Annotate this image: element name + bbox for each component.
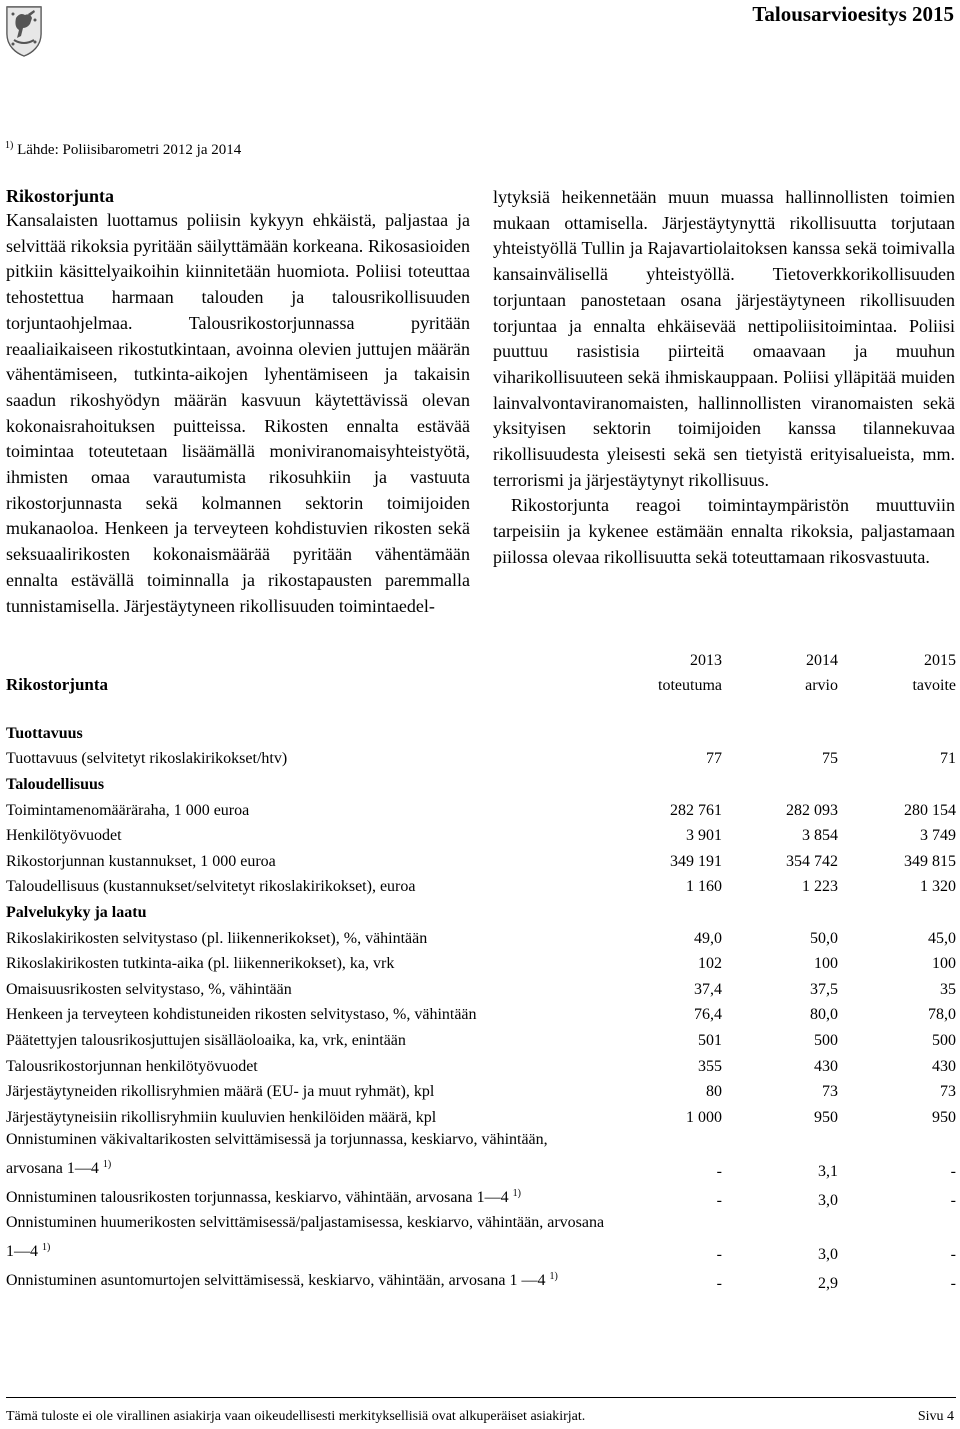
column-kind: toteutuma: [658, 677, 722, 695]
table-cell-value: 1 223: [802, 878, 838, 896]
table-cell-value: 71: [940, 750, 956, 768]
table-cell-value: 430: [814, 1057, 838, 1075]
table-cell-value: 37,5: [810, 980, 838, 998]
footnote-reference: 1): [42, 1241, 51, 1253]
table-group-label: Taloudellisuus: [6, 775, 105, 793]
table-row: [6, 973, 956, 999]
table-cell-value: 349 815: [904, 852, 956, 870]
footnote-reference: 1): [512, 1187, 521, 1199]
table-row: [6, 922, 956, 948]
footnote-text: Lähde: Poliisibarometri 2012 ja 2014: [17, 142, 242, 158]
table-row-label: [6, 1210, 606, 1264]
column-year: 2015: [924, 651, 956, 669]
table-row-label: [6, 1024, 606, 1050]
table-group-label: Tuottavuus: [6, 724, 83, 742]
table-row-label: [6, 820, 606, 846]
table-row-label-text: Talousrikostorjunnan henkilötyövuodet: [6, 1057, 258, 1075]
table-cell-value: 500: [932, 1031, 956, 1049]
table-cell-value: 3,0: [818, 1191, 838, 1209]
table-row: [6, 1024, 956, 1050]
table-row: [6, 845, 956, 871]
table-group-row: [6, 717, 956, 743]
table-row: [6, 1264, 956, 1293]
table-row-label-text: Päätettyjen talousrikosjuttujen sisälläoloaika, ka, vrk, enintään: [6, 1031, 406, 1049]
table-cell-value: -: [950, 1274, 956, 1292]
table-row-label-text: Rikoslakirikosten tutkinta-aika (pl. liikennerikokset), ka, vrk: [6, 955, 395, 973]
table-row-label-text: Järjestäytyneiden rikollisryhmien määrä (EU- ja muut ryhmät), kpl: [6, 1083, 435, 1101]
table-cell-value: 349 191: [670, 852, 722, 870]
table-cell-value: 282 093: [786, 801, 838, 819]
table-cell-value: 75: [822, 750, 838, 768]
table-cell-value: -: [950, 1245, 956, 1263]
table-row-label: [6, 948, 606, 974]
table-cell-value: -: [716, 1245, 722, 1263]
table-cell-value: 100: [932, 955, 956, 973]
table-row-label: [6, 922, 606, 948]
table-cell-value: 355: [698, 1057, 722, 1075]
table-row-label-text: Järjestäytyneisiin rikollisryhmiin kuuluvien henkilöiden määrä, kpl: [6, 1108, 437, 1126]
table-row: [6, 1050, 956, 1076]
table-row-label: [6, 845, 606, 871]
body-right-column: [493, 185, 955, 571]
table-cell-value: 950: [932, 1108, 956, 1126]
table-cell-value: 80,0: [810, 1006, 838, 1024]
table-cell-value: 50,0: [810, 929, 838, 947]
column-kind: tavoite: [912, 677, 956, 695]
table-group-row: [6, 768, 956, 794]
table-row-label-text: Henkilötyövuodet: [6, 827, 122, 845]
table-row: [6, 794, 956, 820]
table-row: [6, 1076, 956, 1102]
table-row-label: [6, 1127, 606, 1181]
table-row-label-text: Taloudellisuus (kustannukset/selvitetyt rikoslakirikokset), euroa: [6, 878, 416, 896]
table-row-label-text: Onnistuminen talousrikosten torjunnassa, keskiarvo, vähintään, arvosana 1—4: [6, 1188, 509, 1206]
table-cell-value: 501: [698, 1031, 722, 1049]
body-left-column: [6, 208, 470, 619]
table-cell-value: 73: [822, 1083, 838, 1101]
table-cell-value: 430: [932, 1057, 956, 1075]
table-row-label-text: Omaisuusrikosten selvitystaso, %, vähintään: [6, 980, 292, 998]
table-row-label: [6, 1181, 606, 1210]
finnish-coat-of-arms-icon: [4, 4, 44, 58]
table-cell-value: 3 854: [802, 827, 838, 845]
footer-disclaimer: Tämä tuloste ei ole virallinen asiakirja vaan oikeudellisesti merkityksellisiä ovat alkuperäiset asiakirjat.: [6, 1409, 586, 1424]
table-cell-value: 950: [814, 1108, 838, 1126]
footnote-reference: 1): [549, 1270, 558, 1282]
table-row: [6, 1127, 956, 1181]
footnote-marker: 1): [5, 140, 14, 151]
table-cell-value: 45,0: [928, 929, 956, 947]
table-row: [6, 820, 956, 846]
table-cell-value: 37,4: [694, 980, 722, 998]
body-paragraph: Kansalaisten luottamus poliisin kykyyn ehkäistä, paljastaa ja selvittää rikoksia pyritään säilyttämään korkeana. Rikosasioiden pitkiin käsittelyaikoihin kiinnitetään huomiota. Poliisi toteuttaa tehostettua harmaan talouden ja talousrikollisuuden torjuntaohjelmaa. Talousrikostorjunnassa pyritään reaaliaikaiseen rikostutkintaan, avoinna olevien juttujen määrän vähentämiseen, tutkinta-aikojen lyhentämiseen ja takaisin saadun rikoshyödyn määrän kasvuun käytettävissä olevan kokonaisrahoituksen puitteissa. Rikosten ennalta estävää toimintaa toteutetaan lisäämällä moniviranomaisyhteistyötä, ihmisten omaa varautumista rikosuhkiin ja vastuuta rikostorjunnasta sekä kolmannen sektorin toimijoiden mukanaoloa. Henkeen ja terveyteen kohdistuvien rikosten sekä seksuaalirikosten kokonaismäärää pyritään vähentämään ennalta estävällä toiminnalla ja rikostapausten paremmalla tunnistamisella. Järjestäytyneen rikollisuuden toimintaedel-: [6, 210, 470, 616]
table-cell-value: 76,4: [694, 1006, 722, 1024]
page-number: Sivu 4: [917, 1409, 954, 1424]
column-kind: arvio: [805, 677, 838, 695]
table-cell-value: 3,0: [818, 1245, 838, 1263]
table-cell-value: -: [950, 1191, 956, 1209]
performance-table: [6, 644, 956, 1293]
table-row: [6, 871, 956, 897]
table-row-label-text: Henkeen ja terveyteen kohdistuneiden rikosten selvitystaso, %, vähintään: [6, 1006, 477, 1024]
table-row: [6, 1210, 956, 1264]
table-row: [6, 1101, 956, 1127]
table-row-label: [6, 1076, 606, 1102]
table-row-label-text: Tuottavuus (selvitetyt rikoslakirikokset/htv): [6, 750, 288, 768]
table-cell-value: 3 901: [686, 827, 722, 845]
table-cell-value: 1 160: [686, 878, 722, 896]
table-cell-value: 3 749: [920, 827, 956, 845]
table-row-label-text: Rikoslakirikosten selvitystaso (pl. liikennerikokset), %, vähintään: [6, 929, 428, 947]
table-cell-value: 77: [706, 750, 722, 768]
table-cell-value: 102: [698, 955, 722, 973]
table-body: [6, 717, 956, 1293]
table-cell-value: 282 761: [670, 801, 722, 819]
footnote: [5, 140, 241, 159]
footnote-reference: 1): [102, 1158, 112, 1170]
footer-divider: [6, 1397, 956, 1398]
table-cell-value: 280 154: [904, 801, 956, 819]
table-group-row: [6, 896, 956, 922]
table-cell-value: 80: [706, 1083, 722, 1101]
table-cell-value: -: [716, 1274, 722, 1292]
table-row-label: [6, 743, 606, 769]
table-row-label-text: Rikostorjunnan kustannukset, 1 000 euroa: [6, 852, 276, 870]
table-row-label-text: Toimintamenomääräraha, 1 000 euroa: [6, 801, 250, 819]
table-row: [6, 999, 956, 1025]
table-row-label: [6, 999, 606, 1025]
table-title: Rikostorjunta: [6, 675, 109, 695]
table-cell-value: 3,1: [818, 1162, 838, 1180]
table-row: [6, 1181, 956, 1210]
document-header-title: Talousarvioesitys 2015: [752, 2, 954, 26]
table-cell-value: 78,0: [928, 1006, 956, 1024]
table-cell-value: -: [716, 1191, 722, 1209]
table-cell-value: 1 320: [920, 878, 956, 896]
body-paragraph: lytyksiä heikennetään muun muassa hallinnollisten toimien mukaan ottamisella. Järjestäytynyttä rikollisuutta torjutaan yhteistyöllä Tullin ja Rajavartiolaitoksen kanssa sekä toimivalla kansainvälisellä yhteistyöllä. Tietoverkkorikollisuuden torjuntaan panostetaan osana järjestäytyneen rikollisuuden torjuntaa ja ennalta ehkäisevää nettipoliisitoimintaa. Poliisi puuttuu rasistisia piirteitä omaavaan ja muuhun viharikollisuuteen sekä ihmiskauppaan. Poliisi ylläpitää muiden lainvalvontaviranomaisten, hallinnollisten viranomaisten sekä yksityisen sektorin toimijoiden kanssa tilannekuvaa rikollisuudesta yleisesti sekä sen tietyistä erityisalueista, mm. terrorismi ja järjestäytynyt rikollisuus.: [493, 187, 955, 490]
section-title: Rikostorjunta: [6, 186, 115, 206]
table-row-label: [6, 871, 606, 897]
table-cell-value: -: [716, 1162, 722, 1180]
table-cell-value: 49,0: [694, 929, 722, 947]
table-cell-value: 73: [940, 1083, 956, 1101]
table-row: [6, 948, 956, 974]
table-row: [6, 743, 956, 769]
table-group-label: Palvelukyky ja laatu: [6, 903, 147, 921]
table-row-label: [6, 1050, 606, 1076]
table-cell-value: 354 742: [786, 852, 838, 870]
table-cell-value: 2,9: [818, 1274, 838, 1292]
table-cell-value: 1 000: [686, 1108, 722, 1126]
table-row-label: [6, 794, 606, 820]
table-row-label: [6, 973, 606, 999]
table-row-label-text: Onnistuminen väkivaltarikosten selvittämisessä ja torjunnassa, keskiarvo, vähintään, arvosana 1—4: [6, 1130, 548, 1177]
table-row-label: [6, 1264, 606, 1293]
table-row-label-text: Onnistuminen huumerikosten selvittämisessä/paljastamisessa, keskiarvo, vähintään, arvosana 1—4: [6, 1213, 605, 1260]
table-cell-value: 35: [940, 980, 956, 998]
table-row-label-text: Onnistuminen asuntomurtojen selvittämisessä, keskiarvo, vähintään, arvosana 1 —4: [6, 1271, 546, 1289]
table-cell-value: 100: [814, 955, 838, 973]
table-row-label: [6, 1101, 606, 1127]
table-cell-value: 500: [814, 1031, 838, 1049]
body-paragraph: Rikostorjunta reagoi toimintaympäristön muuttuviin tarpeisiin ja kykenee estämään ennalta rikoksia, paljastamaan piilossa olevaa rikollisuutta sekä toteuttamaan rikosvastuuta.: [493, 495, 955, 567]
table-header: [6, 644, 956, 717]
column-year: 2014: [806, 651, 838, 669]
column-year: 2013: [690, 651, 722, 669]
table-cell-value: -: [950, 1162, 956, 1180]
